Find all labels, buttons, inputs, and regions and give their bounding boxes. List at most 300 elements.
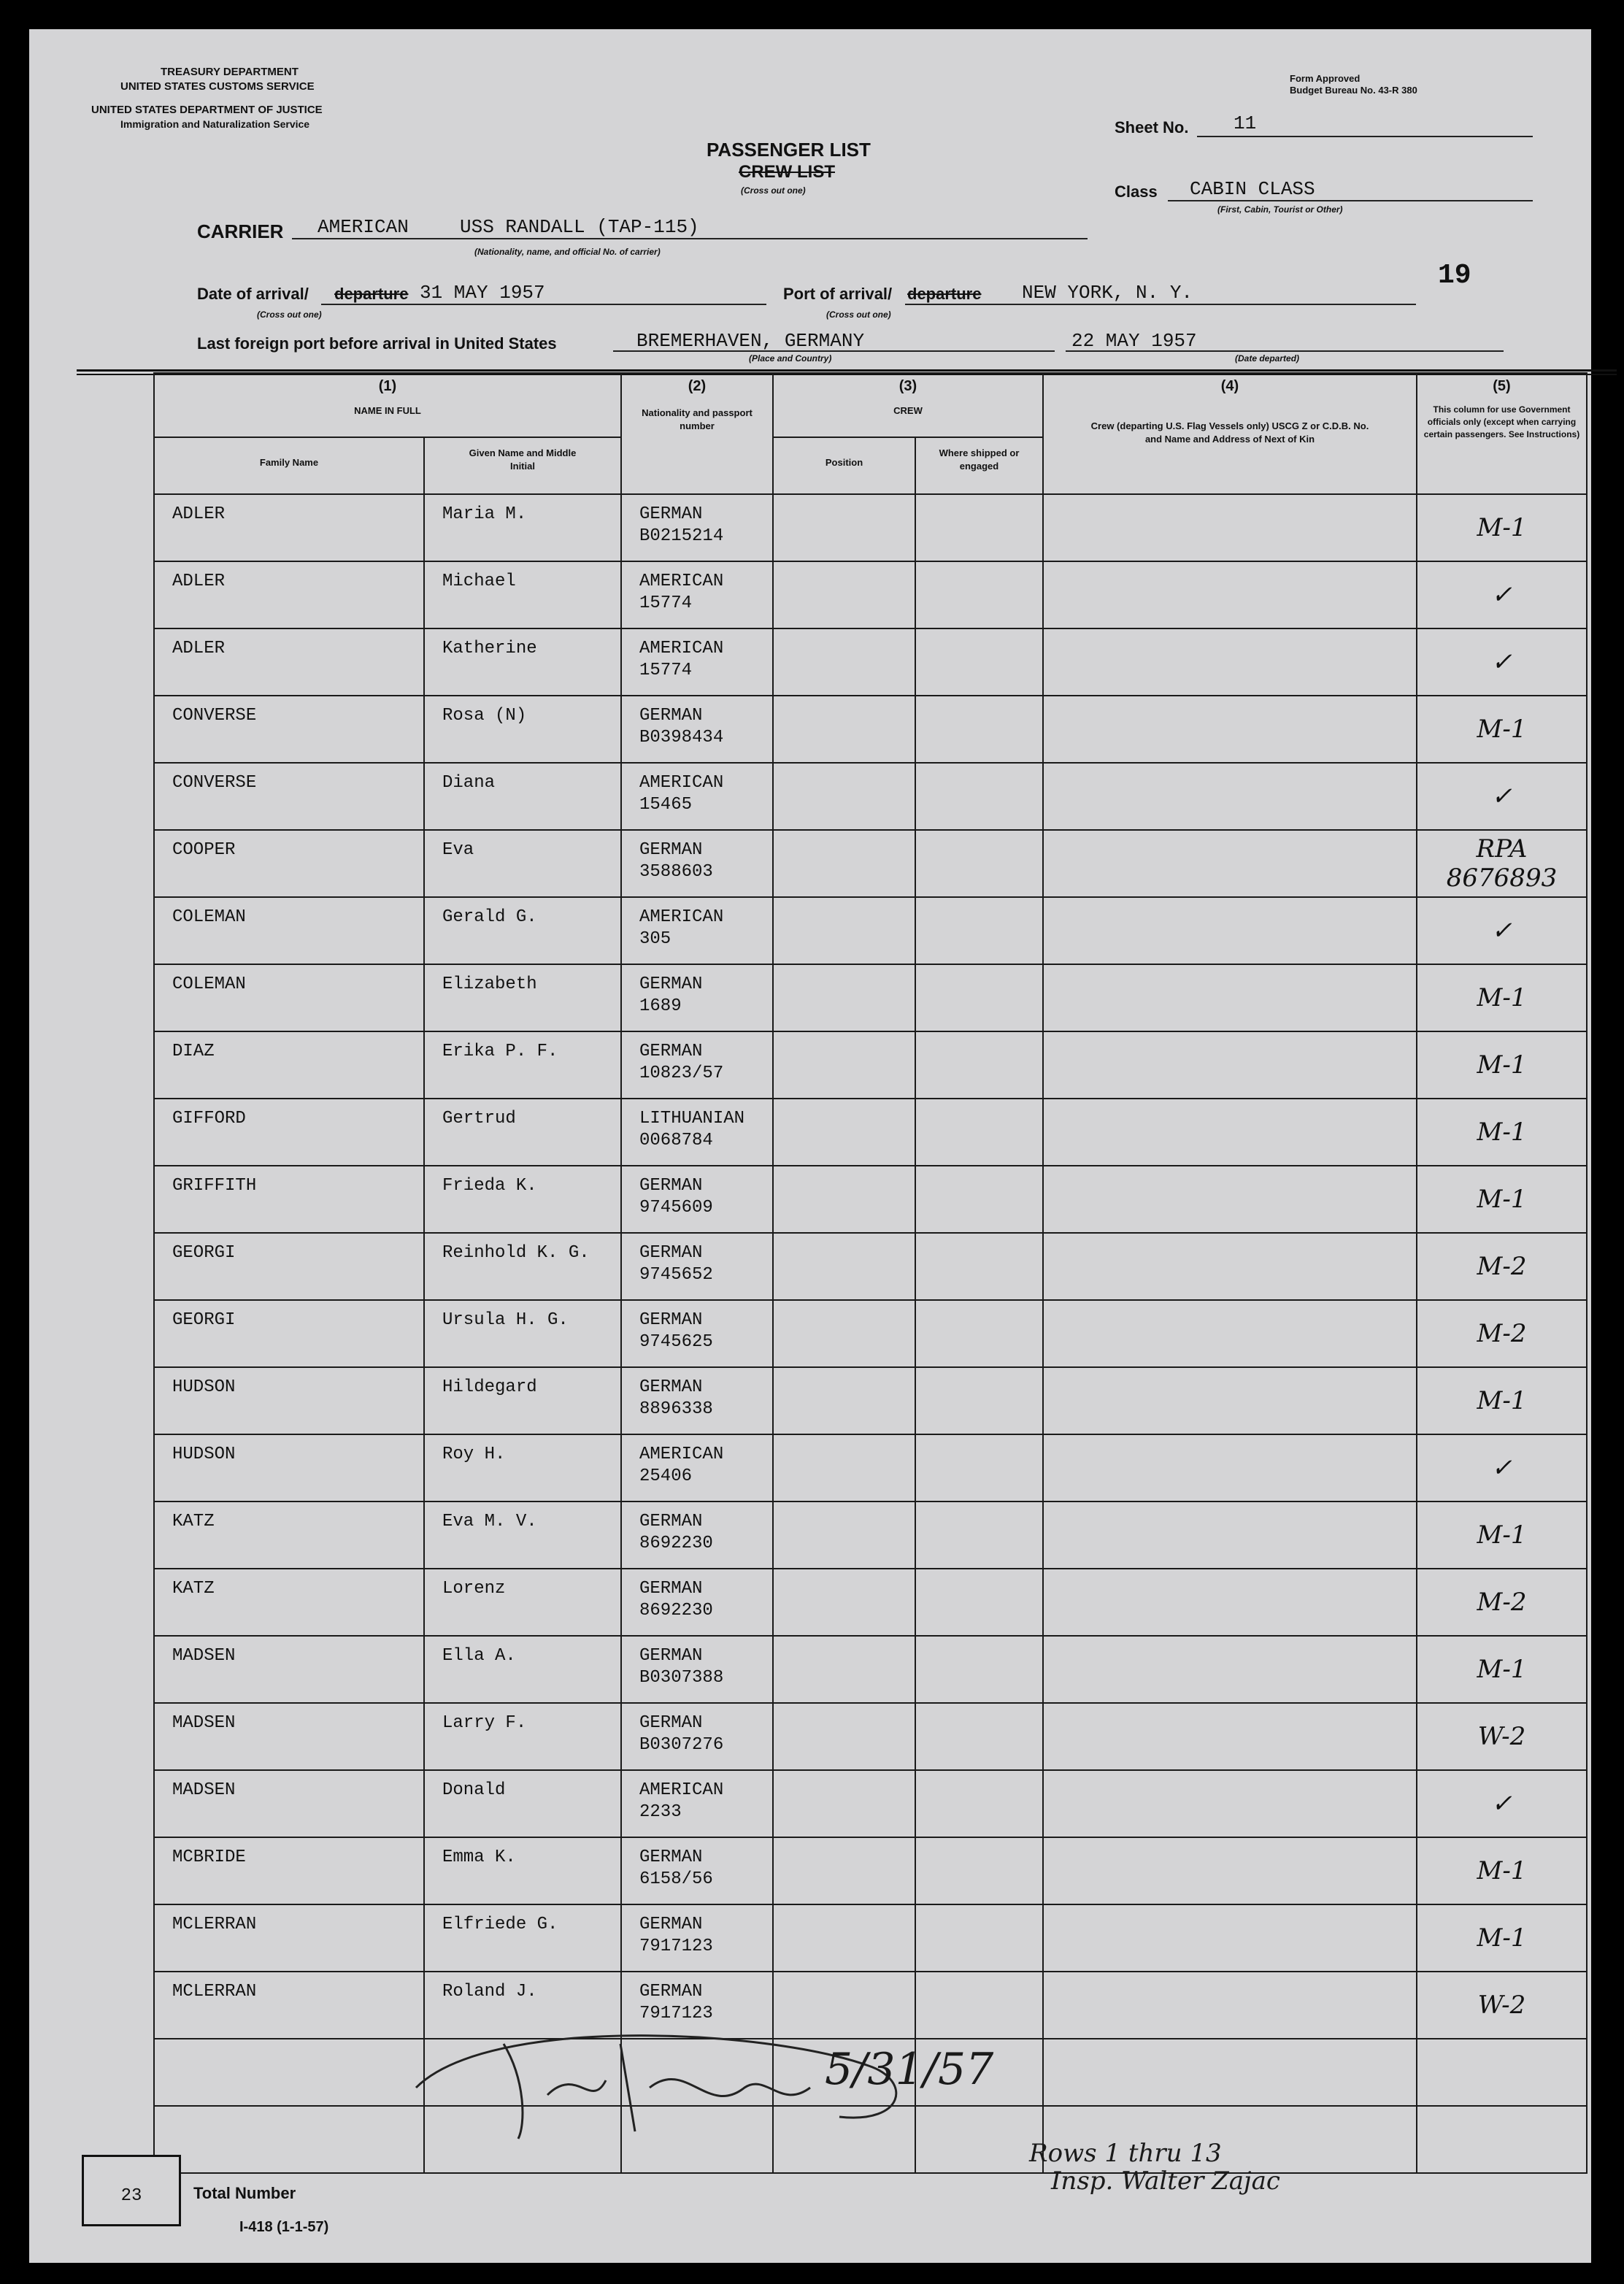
given-name: Ursula H. G.: [442, 1310, 569, 1330]
family-name: MCLERRAN: [172, 1915, 257, 1934]
given-name: Erika P. F.: [442, 1042, 558, 1061]
given-name: Roland J.: [442, 1982, 537, 2002]
passenger-table: [153, 372, 1588, 2174]
table-row: [154, 696, 1587, 763]
nationality-cell: [621, 830, 773, 897]
table-row: [154, 1300, 1587, 1367]
col5-number: (5): [1493, 378, 1511, 394]
given-name: Diana: [442, 773, 496, 793]
official-mark-cell: [1417, 1300, 1587, 1367]
position-cell: [773, 1434, 915, 1501]
nationality: AMERICAN: [639, 1780, 724, 1800]
nationality-cell: [621, 696, 773, 763]
next-of-kin-cell: [1043, 964, 1417, 1031]
dept-ins: Immigration and Naturalization Service: [120, 118, 310, 130]
where-shipped-cell: [915, 830, 1043, 897]
official-mark: M-1: [1477, 715, 1527, 744]
nationality-cell: [621, 1233, 773, 1300]
family-name: MADSEN: [172, 1780, 236, 1800]
table-row: [154, 1837, 1587, 1904]
given-name-cell: [424, 897, 621, 964]
given-name-cell: [424, 1904, 621, 1972]
nationality: GERMAN: [639, 1982, 703, 2002]
family-name-cell: [154, 1501, 424, 1569]
passport-number: 8692230: [639, 1534, 713, 1553]
form-title: PASSENGER LIST: [707, 139, 871, 161]
official-mark: M-2: [1477, 1252, 1527, 1281]
given-name-cell: [424, 1569, 621, 1636]
family-name-cell: [154, 763, 424, 830]
given-name-cell: [424, 1367, 621, 1434]
family-name: MADSEN: [172, 1646, 236, 1666]
next-of-kin-cell: [1043, 1636, 1417, 1703]
next-of-kin-cell: [1043, 628, 1417, 696]
given-name-cell: [424, 1434, 621, 1501]
total-value: 23: [120, 2186, 142, 2206]
passport-number: 8896338: [639, 1399, 713, 1419]
family-name-cell: [154, 494, 424, 561]
family-name-cell: [154, 830, 424, 897]
family-name: DIAZ: [172, 1042, 215, 1061]
nationality: GERMAN: [639, 840, 703, 860]
where-shipped-cell: [915, 1837, 1043, 1904]
official-mark: M-1: [1477, 983, 1527, 1012]
position-cell: [773, 1569, 915, 1636]
where-shipped-cell: [915, 1434, 1043, 1501]
nationality-cell: [621, 1031, 773, 1099]
next-of-kin-cell: [1043, 1367, 1417, 1434]
passport-number: B0398434: [639, 728, 724, 747]
col2-number: (2): [688, 378, 707, 394]
given-name-cell: [424, 1031, 621, 1099]
family-name-cell: [154, 1770, 424, 1837]
passport-number: 1689: [639, 996, 682, 1016]
official-mark: ✓: [1491, 1453, 1512, 1483]
table-row: [154, 1501, 1587, 1569]
given-name: Ella A.: [442, 1646, 516, 1666]
family-name: MCLERRAN: [172, 1982, 257, 2002]
family-name-cell: [154, 1031, 424, 1099]
family-name: KATZ: [172, 1512, 215, 1531]
table-row: [154, 1099, 1587, 1166]
given-name: Eva M. V.: [442, 1512, 537, 1531]
family-name-cell: [154, 1972, 424, 2039]
position-cell: [773, 1703, 915, 1770]
port-value: NEW YORK, N. Y.: [1022, 282, 1193, 304]
position-cell: [773, 1837, 915, 1904]
official-mark: M-1: [1477, 513, 1527, 542]
empty-cell: [1417, 2039, 1587, 2106]
given-name-cell: [424, 830, 621, 897]
position-cell: [773, 964, 915, 1031]
col2-header: [621, 373, 773, 494]
given-name: Hildegard: [442, 1377, 537, 1397]
dept-justice: UNITED STATES DEPARTMENT OF JUSTICE: [91, 104, 323, 116]
empty-cell: [154, 2039, 424, 2106]
official-mark-cell: [1417, 1703, 1587, 1770]
nationality-cell: [621, 1166, 773, 1233]
where-shipped-cell: [915, 1770, 1043, 1837]
nationality-cell: [621, 1300, 773, 1367]
nationality-cell: [621, 494, 773, 561]
col4-header: [1043, 373, 1417, 494]
family-name-cell: [154, 1300, 424, 1367]
official-mark: M-1: [1477, 1923, 1527, 1953]
given-name-cell: [424, 763, 621, 830]
col2-title: Nationality and passport number: [642, 407, 753, 431]
form-approved: Form Approved: [1290, 73, 1361, 84]
col4-number: (4): [1220, 378, 1239, 394]
table-row: [154, 1233, 1587, 1300]
given-name-cell: [424, 1636, 621, 1703]
position-cell: [773, 1636, 915, 1703]
given-name: Emma K.: [442, 1847, 516, 1867]
position-cell: [773, 1031, 915, 1099]
departed-note: (Date departed): [1235, 353, 1300, 364]
where-shipped-cell: [915, 1569, 1043, 1636]
given-name: Reinhold K. G.: [442, 1243, 590, 1263]
table-row: [154, 1904, 1587, 1972]
given-name: Elfriede G.: [442, 1915, 558, 1934]
official-mark-cell: [1417, 897, 1587, 964]
official-mark-cell: [1417, 561, 1587, 628]
family-name: COLEMAN: [172, 907, 246, 927]
given-name-cell: [424, 561, 621, 628]
nationality-cell: [621, 1837, 773, 1904]
official-mark-cell: [1417, 1569, 1587, 1636]
position-cell: [773, 494, 915, 561]
official-mark-cell: [1417, 1031, 1587, 1099]
passport-number: 305: [639, 929, 671, 949]
nationality-cell: [621, 763, 773, 830]
table-row: [154, 897, 1587, 964]
given-name-cell: [424, 1501, 621, 1569]
official-mark: RPA 8676893: [1446, 834, 1558, 893]
nationality: AMERICAN: [639, 773, 724, 793]
family-name: MADSEN: [172, 1713, 236, 1733]
family-name: ADLER: [172, 572, 226, 591]
official-mark-cell: [1417, 763, 1587, 830]
sheet-value: 11: [1234, 112, 1257, 134]
official-mark: M-2: [1477, 1319, 1527, 1348]
nationality-cell: [621, 1367, 773, 1434]
official-mark-cell: [1417, 1233, 1587, 1300]
next-of-kin-cell: [1043, 561, 1417, 628]
col5-title: This column for use Government officials only (except when carrying certain passengers. See Instructions): [1423, 404, 1580, 439]
nationality-cell: [621, 1434, 773, 1501]
official-mark-cell: [1417, 964, 1587, 1031]
table-row: [154, 1770, 1587, 1837]
given-name-cell: [424, 1166, 621, 1233]
official-mark-cell: [1417, 1501, 1587, 1569]
official-mark: ✓: [1491, 1789, 1512, 1818]
position-cell: [773, 897, 915, 964]
official-mark: M-1: [1477, 1050, 1527, 1080]
family-name-cell: [154, 1703, 424, 1770]
official-mark: ✓: [1491, 782, 1512, 811]
next-of-kin-cell: [1043, 830, 1417, 897]
carrier-line: [292, 238, 1088, 239]
given-name: Roy H.: [442, 1445, 506, 1464]
passport-number: B0215214: [639, 526, 724, 546]
where-shipped-cell: [915, 1367, 1043, 1434]
nationality: GERMAN: [639, 1579, 703, 1599]
where-shipped-cell: [915, 696, 1043, 763]
col5-header: [1417, 373, 1587, 494]
official-mark: W-2: [1477, 1722, 1526, 1751]
nationality-cell: [621, 1569, 773, 1636]
date-struck: departure: [334, 285, 409, 303]
given-name-cell: [424, 1770, 621, 1837]
nationality-cell: [621, 561, 773, 628]
official-mark-cell: [1417, 1367, 1587, 1434]
next-of-kin-cell: [1043, 1703, 1417, 1770]
given-name-cell: [424, 628, 621, 696]
table-row: [154, 1031, 1587, 1099]
official-mark-cell: [1417, 1837, 1587, 1904]
family-name: GEORGI: [172, 1310, 236, 1330]
family-name: ADLER: [172, 639, 226, 658]
where-shipped-cell: [915, 763, 1043, 830]
port-struck: departure: [907, 285, 982, 303]
position-cell: [773, 1770, 915, 1837]
next-of-kin-cell: [1043, 1300, 1417, 1367]
family-name-cell: [154, 1367, 424, 1434]
empty-cell: [1417, 2106, 1587, 2173]
given-name-cell: [424, 494, 621, 561]
last-port-line: [613, 350, 1055, 352]
given-name-header: [424, 437, 621, 494]
carrier-nationality: AMERICAN: [318, 216, 409, 238]
position-label: Position: [825, 457, 863, 468]
passport-number: 8692230: [639, 1601, 713, 1620]
dept-customs: UNITED STATES CUSTOMS SERVICE: [120, 80, 315, 93]
official-mark: ✓: [1491, 916, 1512, 945]
date-crossout-note: (Cross out one): [257, 309, 322, 320]
crew-list-struck: CREW LIST: [739, 162, 835, 182]
nationality-cell: [621, 1904, 773, 1972]
nationality: AMERICAN: [639, 572, 724, 591]
family-name: HUDSON: [172, 1377, 236, 1397]
passport-number: 10823/57: [639, 1064, 724, 1083]
given-name-cell: [424, 964, 621, 1031]
nationality: GERMAN: [639, 706, 703, 726]
position-cell: [773, 1501, 915, 1569]
position-cell: [773, 1367, 915, 1434]
next-of-kin-cell: [1043, 1569, 1417, 1636]
passport-number: 15774: [639, 661, 693, 680]
official-mark-cell: [1417, 1099, 1587, 1166]
official-mark-cell: [1417, 696, 1587, 763]
where-shipped-cell: [915, 1031, 1043, 1099]
next-of-kin-cell: [1043, 1837, 1417, 1904]
nationality: GERMAN: [639, 1512, 703, 1531]
family-name-cell: [154, 1837, 424, 1904]
given-name-cell: [424, 696, 621, 763]
table-row: [154, 1434, 1587, 1501]
table-row: [154, 628, 1587, 696]
official-mark-cell: [1417, 1770, 1587, 1837]
nationality-cell: [621, 1770, 773, 1837]
family-name-cell: [154, 1569, 424, 1636]
passport-number: 0068784: [639, 1131, 713, 1150]
nationality: GERMAN: [639, 504, 703, 524]
table-row: [154, 830, 1587, 897]
family-name-cell: [154, 628, 424, 696]
official-mark-cell: [1417, 1636, 1587, 1703]
empty-cell: [154, 2106, 424, 2173]
where-shipped-cell: [915, 1636, 1043, 1703]
empty-cell: [1043, 2039, 1417, 2106]
given-name: Gerald G.: [442, 907, 537, 927]
family-name-cell: [154, 1166, 424, 1233]
class-note: (First, Cabin, Tourist or Other): [1217, 204, 1343, 215]
passport-number: 2233: [639, 1802, 682, 1822]
col3-number: (3): [898, 378, 917, 394]
family-name-cell: [154, 964, 424, 1031]
family-name: CONVERSE: [172, 706, 257, 726]
next-of-kin-cell: [1043, 897, 1417, 964]
sheet-label: Sheet No.: [1115, 118, 1189, 136]
family-name: GRIFFITH: [172, 1176, 257, 1196]
col4-title: Crew (departing U.S. Flag Vessels only) USCG Z or C.D.B. No. and Name and Address of Next of Kin: [1090, 420, 1369, 445]
passport-number: 7917123: [639, 2004, 713, 2023]
nationality-cell: [621, 1703, 773, 1770]
cross-out-note: (Cross out one): [741, 185, 806, 196]
budget-bureau: Budget Bureau No. 43-R 380: [1290, 85, 1417, 96]
where-shipped-cell: [915, 1233, 1043, 1300]
nationality: GERMAN: [639, 1243, 703, 1263]
next-of-kin-cell: [1043, 1166, 1417, 1233]
port-crossout-note: (Cross out one): [826, 309, 891, 320]
sheet-line: [1197, 136, 1533, 137]
total-label: Total Number: [193, 2184, 296, 2202]
given-name-cell: [424, 1099, 621, 1166]
nationality: GERMAN: [639, 1176, 703, 1196]
family-name-cell: [154, 897, 424, 964]
official-mark: M-1: [1477, 1185, 1527, 1214]
date-line: [321, 304, 766, 305]
passport-number: 15465: [639, 795, 693, 815]
given-name-label: Given Name and Middle Initial: [469, 447, 577, 472]
table-row: [154, 1636, 1587, 1703]
table-row: [154, 964, 1587, 1031]
nationality: GERMAN: [639, 1042, 703, 1061]
passport-number: 25406: [639, 1466, 693, 1486]
col3-header: [773, 373, 1043, 437]
total-box: [82, 2155, 181, 2226]
nationality: GERMAN: [639, 1713, 703, 1733]
given-name: Michael: [442, 572, 516, 591]
nationality: GERMAN: [639, 1310, 703, 1330]
position-cell: [773, 1099, 915, 1166]
official-mark-cell: [1417, 830, 1587, 897]
port-line: [905, 304, 1416, 305]
form-number: I-418 (1-1-57): [239, 2219, 329, 2235]
official-mark-cell: [1417, 1972, 1587, 2039]
date-value: 31 MAY 1957: [420, 282, 545, 304]
next-of-kin-cell: [1043, 1099, 1417, 1166]
nationality-cell: [621, 964, 773, 1031]
nationality: LITHUANIAN: [639, 1109, 745, 1128]
passport-number: 9745625: [639, 1332, 713, 1352]
last-port-label: Last foreign port before arrival in United States: [197, 334, 557, 353]
position-cell: [773, 628, 915, 696]
class-value: CABIN CLASS: [1190, 178, 1315, 200]
position-cell: [773, 696, 915, 763]
family-name: MCBRIDE: [172, 1847, 246, 1867]
where-shipped-cell: [915, 1703, 1043, 1770]
nationality: GERMAN: [639, 1847, 703, 1867]
family-name-cell: [154, 1233, 424, 1300]
nationality: GERMAN: [639, 1915, 703, 1934]
family-name: CONVERSE: [172, 773, 257, 793]
family-name-label: Family Name: [259, 457, 319, 468]
given-name: Rosa (N): [442, 706, 527, 726]
official-mark: M-1: [1477, 1118, 1527, 1147]
where-shipped-cell: [915, 1501, 1043, 1569]
family-name: COOPER: [172, 840, 236, 860]
family-name-cell: [154, 561, 424, 628]
position-cell: [773, 1166, 915, 1233]
nationality-cell: [621, 1099, 773, 1166]
where-shipped-label: Where shipped or engaged: [939, 447, 1020, 472]
given-name: Frieda K.: [442, 1176, 537, 1196]
where-shipped-cell: [915, 1099, 1043, 1166]
place-note: (Place and Country): [749, 353, 832, 364]
col1-header: [154, 373, 621, 437]
nationality: AMERICAN: [639, 907, 724, 927]
next-of-kin-cell: [1043, 1434, 1417, 1501]
family-name: HUDSON: [172, 1445, 236, 1464]
given-name: Eva: [442, 840, 474, 860]
next-of-kin-cell: [1043, 763, 1417, 830]
official-mark: ✓: [1491, 647, 1512, 677]
passport-number: 7917123: [639, 1937, 713, 1956]
table-row: [154, 763, 1587, 830]
where-shipped-cell: [915, 1300, 1043, 1367]
nationality: AMERICAN: [639, 639, 724, 658]
table-row: [154, 1367, 1587, 1434]
carrier-name: USS RANDALL (TAP-115): [460, 216, 699, 238]
given-name-cell: [424, 1837, 621, 1904]
family-name: ADLER: [172, 504, 226, 524]
port-label: Port of arrival/: [783, 285, 893, 303]
table-row: [154, 561, 1587, 628]
inspector-note-line2: Insp. Walter Zajac: [1051, 2166, 1280, 2196]
next-of-kin-cell: [1043, 1770, 1417, 1837]
next-of-kin-cell: [1043, 494, 1417, 561]
given-name: Maria M.: [442, 504, 527, 524]
page-number: 19: [1438, 260, 1471, 291]
passport-number: B0307276: [639, 1735, 724, 1755]
nationality: GERMAN: [639, 974, 703, 994]
given-name: Gertrud: [442, 1109, 516, 1128]
passport-number: 15774: [639, 593, 693, 613]
nationality: GERMAN: [639, 1646, 703, 1666]
position-cell: [773, 763, 915, 830]
where-shipped-cell: [915, 1904, 1043, 1972]
position-header: [773, 437, 915, 494]
class-label: Class: [1115, 182, 1158, 201]
nationality-cell: [621, 1636, 773, 1703]
family-name-cell: [154, 1099, 424, 1166]
family-name-cell: [154, 1636, 424, 1703]
date-label: Date of arrival/: [197, 285, 309, 303]
given-name-cell: [424, 1233, 621, 1300]
nationality-cell: [621, 1501, 773, 1569]
where-shipped-cell: [915, 1166, 1043, 1233]
